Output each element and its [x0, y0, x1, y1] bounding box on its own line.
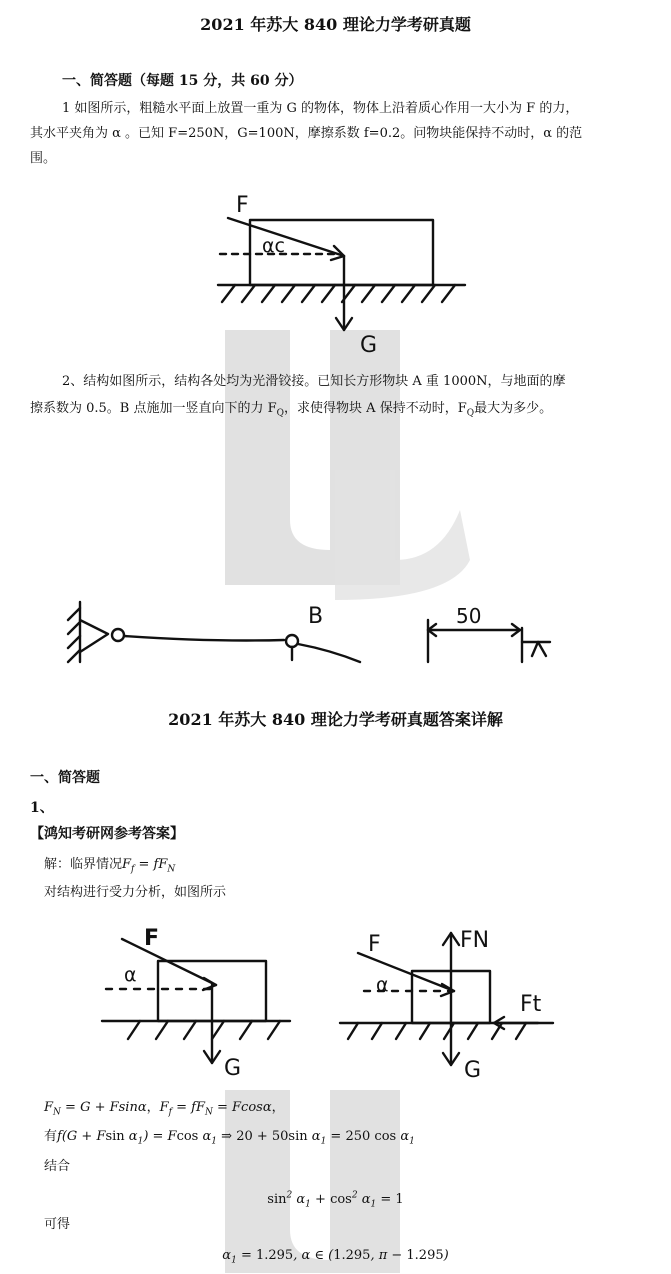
angle-alpha-label: αc [262, 235, 285, 257]
figure-structure [60, 590, 560, 670]
question-1-line-3: 围。 [30, 151, 57, 166]
equation-identity: $\sin^2 \alpha_1 + \cos^2 \alpha_1 = 1$ [267, 1191, 404, 1210]
weight-G-label: G [360, 333, 378, 358]
force-F-label: F [144, 926, 160, 951]
normal-force-label: FN [460, 928, 490, 953]
combine-label: 结合 [44, 1159, 71, 1174]
friction-force-label: Ft [520, 992, 542, 1017]
question-2-line-2: 擦系数为 0.5。B 点施加一竖直向下的力 $F_Q$，求使得物块 A 保持不动时，$F_Q$最大为多少。 [30, 401, 553, 419]
figure-block-on-ground [210, 180, 480, 360]
section-heading-2: 一、简答题 [30, 770, 100, 786]
equation-FN-Ff: $F_N = G + Fsin\alpha$，$F_f = fF_N = Fcos\alpha$， [44, 1100, 285, 1118]
reference-answer-label: 【鸿知考研网参考答案】 [30, 826, 184, 842]
force-F-label: F [368, 932, 381, 957]
angle-alpha-label: α [124, 964, 137, 986]
weight-G-label: G [224, 1056, 242, 1081]
solution-critical: 解：临界情况$F_f = fF_N$ [44, 857, 176, 875]
dimension-label: 50 [456, 604, 482, 628]
weight-G-label: G [464, 1058, 482, 1083]
page-title: 2021 年苏大 840 理论力学考研真题 [200, 15, 471, 34]
force-F-label: F [236, 193, 249, 218]
point-B-label: B [308, 604, 324, 629]
figure-force-diagram-1 [100, 915, 300, 1085]
figure-force-diagram-2 [338, 915, 560, 1085]
answer-number: 1、 [30, 800, 54, 816]
question-1-line-2: 其水平夹角为 α 。已知 F=250N，G=100N，摩擦系数 f=0.2。问物块能保持不动时，α 的范 [30, 126, 583, 141]
section-heading-1: 一、简答题（每题 15 分，共 60 分） [62, 73, 303, 89]
answer-title: 2021 年苏大 840 理论力学考研真题答案详解 [168, 710, 503, 729]
keyde-label: 可得 [44, 1217, 71, 1232]
question-2-line-1: 2、结构如图所示，结构各处均为光滑铰接。已知长方形物块 A 重 1000N，与地面的摩 [62, 374, 566, 389]
analysis-text: 对结构进行受力分析，如图所示 [44, 885, 227, 900]
question-1-line-1: 1 如图所示，粗糙水平面上放置一重为 G 的物体，物体上沿着质心作用一大小为 F 的力， [62, 101, 579, 116]
angle-alpha-label: α [376, 974, 389, 996]
equation-derivation: 有f(G + Fsin $\alpha_1) = Fcos$ $\alpha_1$ ⇒ 20 + 50sin $\alpha_1 = 250$ $\cos \alpha_1$ [44, 1129, 415, 1147]
equation-result: $\alpha_1 = 1.295$, α ∈ (1.295, π − 1.295) [222, 1248, 449, 1266]
